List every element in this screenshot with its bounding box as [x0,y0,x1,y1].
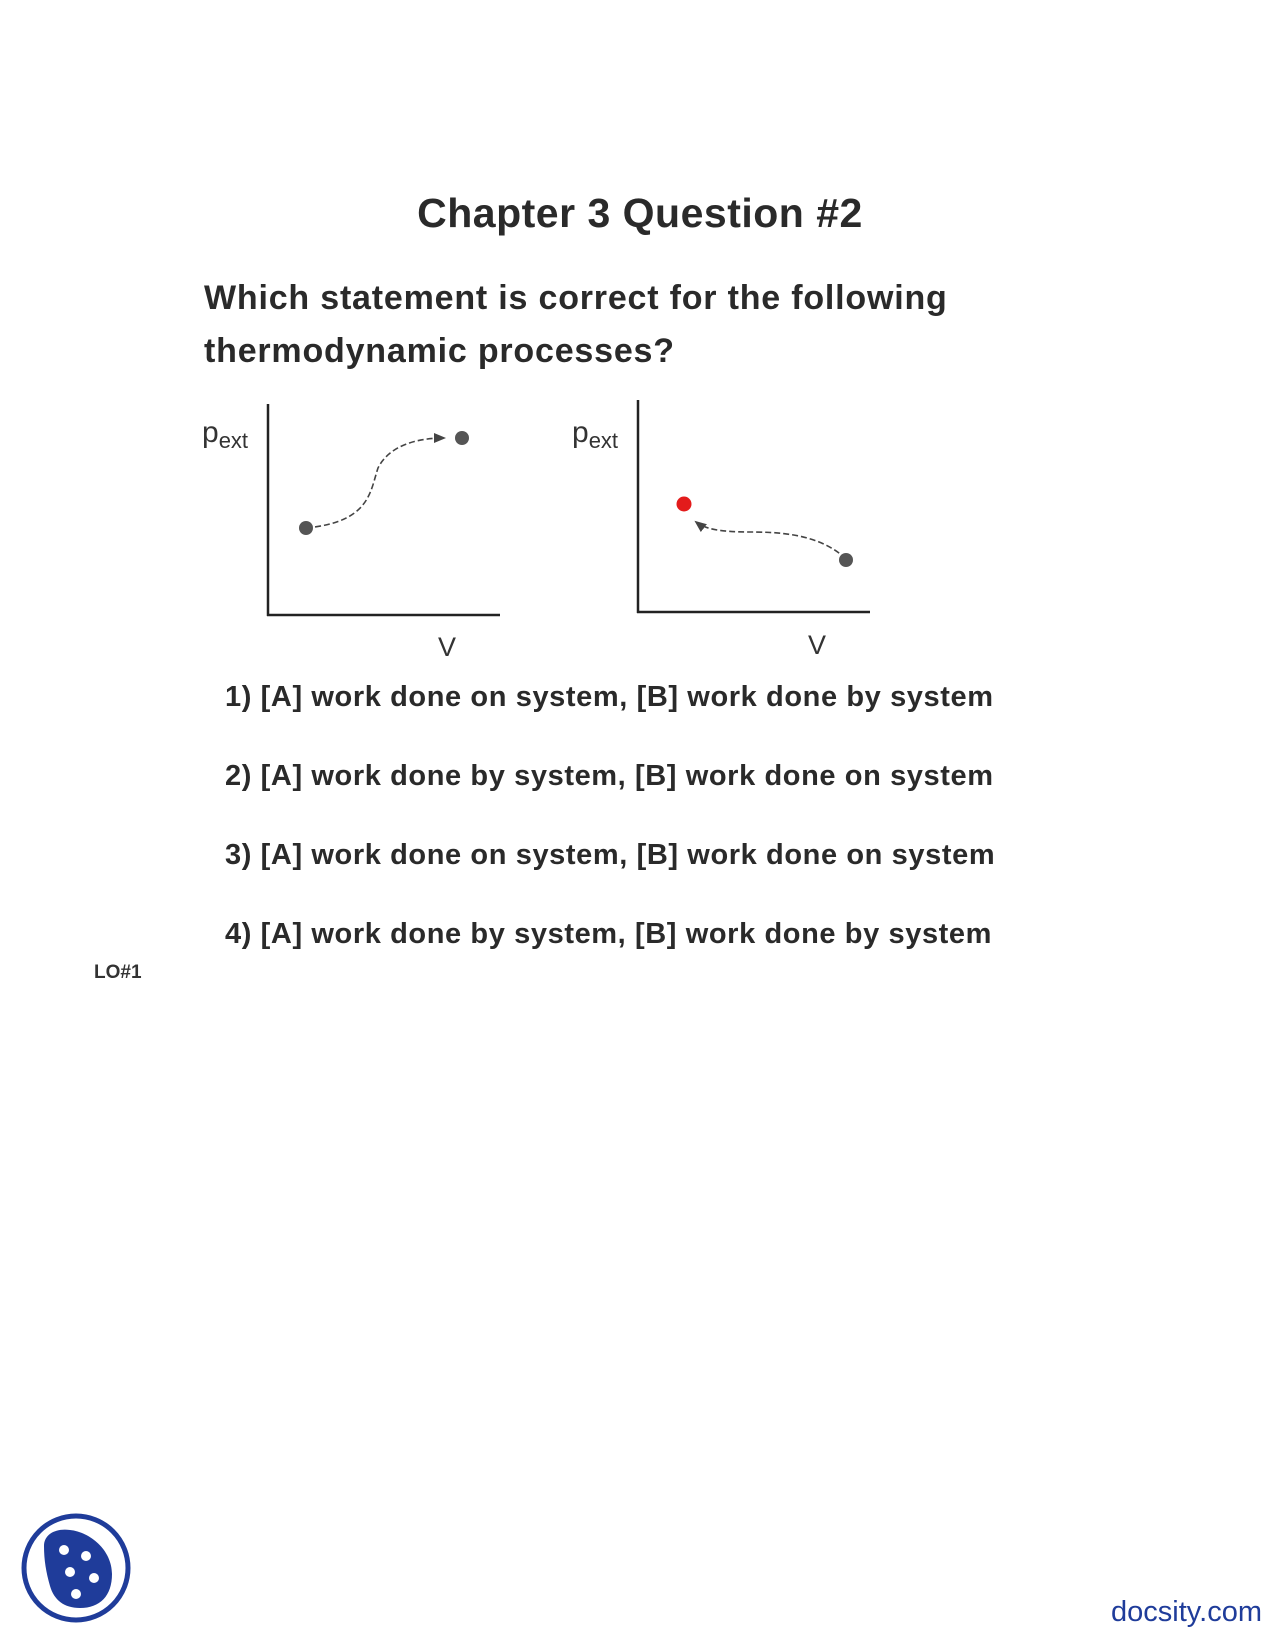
graph-a-y-label: $p_{ext}$ [202,416,249,453]
question-text [204,272,1104,378]
graph-b-x-label: V [808,630,827,660]
graph-a-x-label: V [438,632,457,662]
learning-objective-label: LO#1 [94,962,142,983]
graph-a [200,404,520,664]
answer-option-1[interactable]: 1) [A] work done on system, [B] work done by system [225,681,994,713]
docsity-brand-link[interactable]: docsity.com [1111,1596,1262,1628]
answer-option-3[interactable]: 3) [A] work done on system, [B] work done on system [225,839,996,871]
answer-option-2[interactable]: 2) [A] work done by system, [B] work done on system [225,760,994,792]
graph-a-process-path [306,438,444,528]
graph-a-end-point [455,431,469,445]
graph-a-start-point [299,521,313,535]
graph-b-start-point [839,553,853,567]
question-line-2: thermodynamic processes? [204,332,675,370]
question-line-1: Which statement is correct for the following [204,279,948,317]
answer-options [225,675,1125,991]
graph-b-y-label: $p_{ext}$ [572,416,619,453]
docsity-logo-icon[interactable] [20,1512,132,1624]
graph-b-process-path [696,522,846,559]
graph-b [570,404,890,664]
graph-b-end-point [677,497,692,512]
answer-option-4[interactable]: 4) [A] work done by system, [B] work done by system [225,918,993,950]
page-title: Chapter 3 Question #2 [417,190,863,236]
